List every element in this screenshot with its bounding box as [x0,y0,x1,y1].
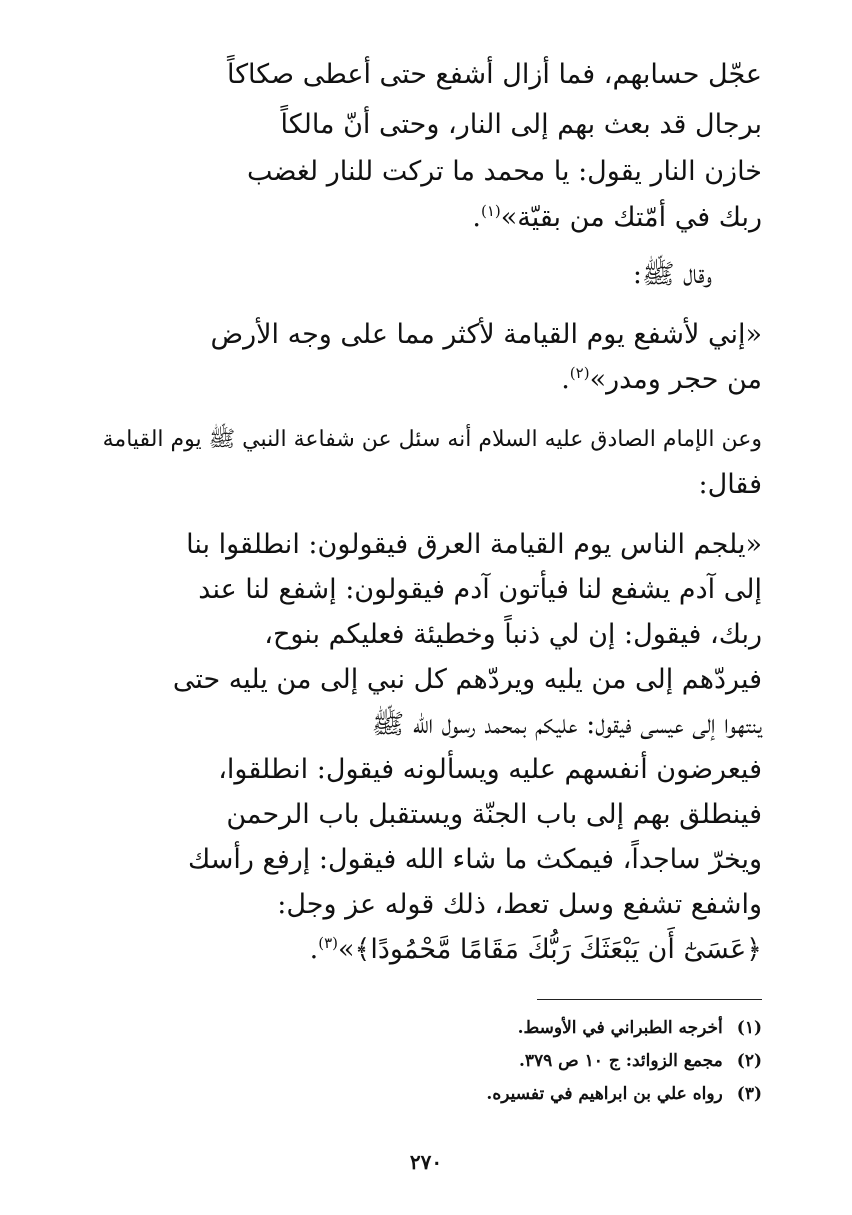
para3-line-2: إلى آدم يشفع لنا فيأتون آدم فيقولون: إشفع لنا عند [198,574,762,605]
para2-line-2-text: من حجر ومدر» [589,364,762,395]
para3-line-5: ينتهوا إلى عيسى فيقول: عليكم بمحمد رسول الله ﷺ [371,709,762,740]
footnote-1 [518,1015,762,1041]
para1-end-dot: . [472,202,481,233]
para2-line-2 [137,360,762,400]
para1-line-2: برجال قد بعث بهم إلى النار، وحتى أنّ مالكاً [280,109,762,140]
page-number: ٢٧٠ [409,1150,443,1174]
para3-line-7: فينطلق بهم إلى باب الجنّة ويستقبل باب الرحمن [226,799,762,830]
para2-line-1: «إني لأشفع يوم القيامة لأكثر مما على وجه الأرض [210,319,762,350]
para3-line-9: واشفع تشفع وسل تعط، ذلك قوله عز وجل: [277,889,762,920]
footnote-ref-1[interactable]: (١) [480,202,501,220]
quran-end-dot: . [309,934,319,965]
footnote-separator [537,999,762,1000]
footnote-2-text: مجمع الزوائد: ج ١٠ ص ٣٧٩. [518,1051,723,1071]
para3-line-3: ربك، فيقول: إن لي ذنباً وخطيئة فعليكم بنوح، [264,619,762,650]
para1-line-1: عجّل حسابهم، فما أزال أشفع حتى أعطى صكاكاً [226,59,762,90]
footnote-3-number: (٣) [736,1084,762,1104]
para3-line-4: فيردّهم إلى من يليه ويردّهم كل نبي إلى من يليه حتى [172,664,762,695]
footnote-2 [519,1048,762,1074]
footnote-1-text: أخرجه الطبراني في الأوسط. [517,1018,723,1038]
quran-verse-line [137,930,762,970]
footnote-3-text: رواه علي بن ابراهيم في تفسيره. [486,1084,723,1104]
para3-line-8: ويخرّ ساجداً، فيمكث ما شاء الله فيقول: إرفع رأسك [187,844,762,875]
para1-line-4 [137,198,762,238]
para1-line-3: خازن النار يقول: يا محمد ما تركت للنار لغضب [246,156,762,187]
para3-line-1: «يلجم الناس يوم القيامة العرق فيقولون: انطلقوا بنا [186,529,762,560]
footnote-ref-2[interactable]: (٢) [569,364,590,382]
footnote-1-number: (١) [736,1018,762,1038]
footnote-ref-3[interactable]: (٣) [318,934,338,952]
footnote-2-number: (٢) [736,1051,762,1071]
para3-line-6: فيعرضون أنفسهم عليه ويسألونه فيقول: انطلقوا، [218,754,762,785]
intro-3-line-2: فقال: [698,469,762,500]
footnote-3 [486,1081,762,1107]
para1-line-4-text: ربك في أمّتك من بقيّة» [500,202,762,233]
quran-verse: ﴿عَسَىٰٓ أَن يَبْعَثَكَ رَبُّكَ مَقَامًا مَّحْمُودًا﴾» [337,934,762,965]
intro-2: وقال ﷺ: [632,259,712,290]
para2-end-dot: . [561,364,570,395]
intro-3-line-1: وعن الإمام الصادق عليه السلام أنه سئل عن شفاعة النبي ﷺ يوم القيامة [102,427,762,452]
